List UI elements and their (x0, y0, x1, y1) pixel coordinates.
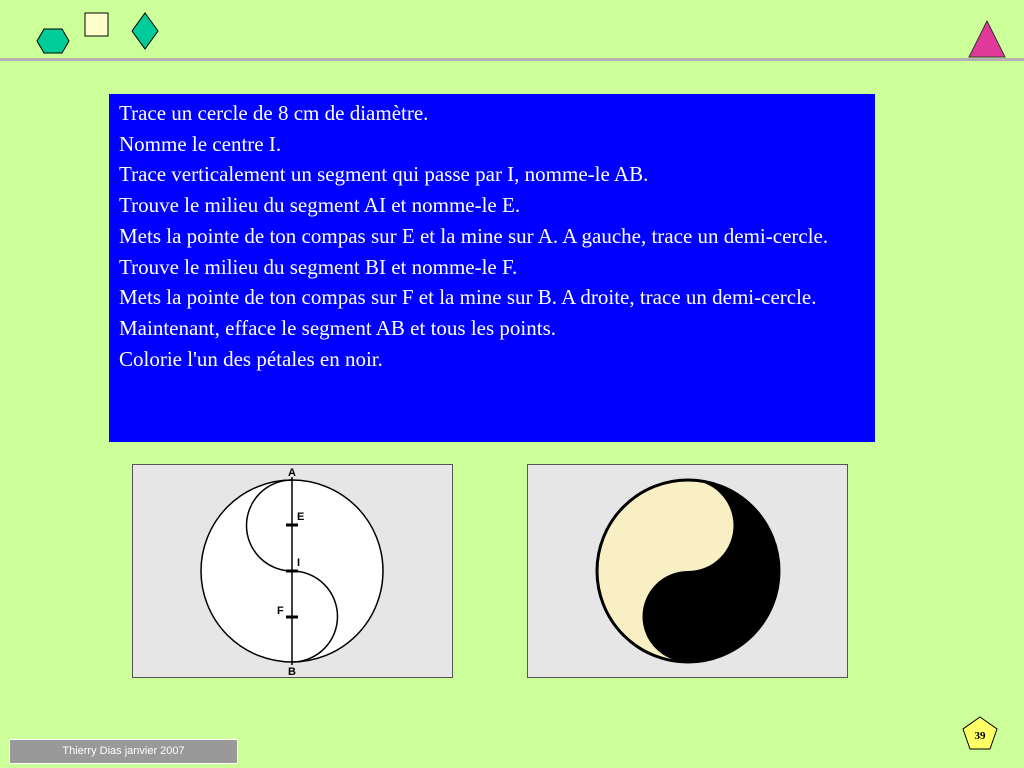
instruction-line: Trouve le milieu du segment BI et nomme-le F. (119, 254, 518, 279)
instruction-line: Mets la pointe de ton compas sur F et la mine sur B. A droite, trace un demi-cercle. (119, 285, 817, 310)
instruction-line: Trace un cercle de 8 cm de diamètre. (119, 101, 429, 125)
label-a: A (288, 467, 296, 479)
instruction-line: Mets la pointe de ton compas sur E et la mine sur A. A gauche, trace un demi-cercle. (119, 223, 829, 248)
square-icon[interactable] (84, 12, 110, 38)
page-number-badge (962, 716, 998, 750)
header-divider (0, 58, 1024, 61)
label-i: I (297, 557, 301, 569)
hexagon-icon[interactable] (35, 28, 71, 54)
label-f: F (277, 605, 284, 617)
label-e: E (297, 511, 305, 523)
colored-figure (527, 464, 848, 678)
page-number: 39 (974, 730, 986, 742)
triangle-icon[interactable] (968, 20, 1006, 58)
instruction-line: Trace verticalement un segment qui passe par I, nomme-le AB. (119, 162, 649, 187)
instruction-line: Colorie l'un des pétales en noir. (119, 346, 383, 371)
footer-credit: Thierry Dias janvier 2007 (9, 739, 238, 764)
construction-figure (132, 464, 453, 678)
instruction-line: Maintenant, efface le segment AB et tous les points. (119, 315, 557, 340)
instruction-line: Nomme le centre I. (119, 131, 282, 156)
instructions-box (109, 94, 875, 442)
diamond-icon[interactable] (131, 12, 159, 50)
instruction-line: Trouve le milieu du segment AI et nomme-le E. (119, 193, 521, 218)
label-b: B (288, 666, 296, 677)
